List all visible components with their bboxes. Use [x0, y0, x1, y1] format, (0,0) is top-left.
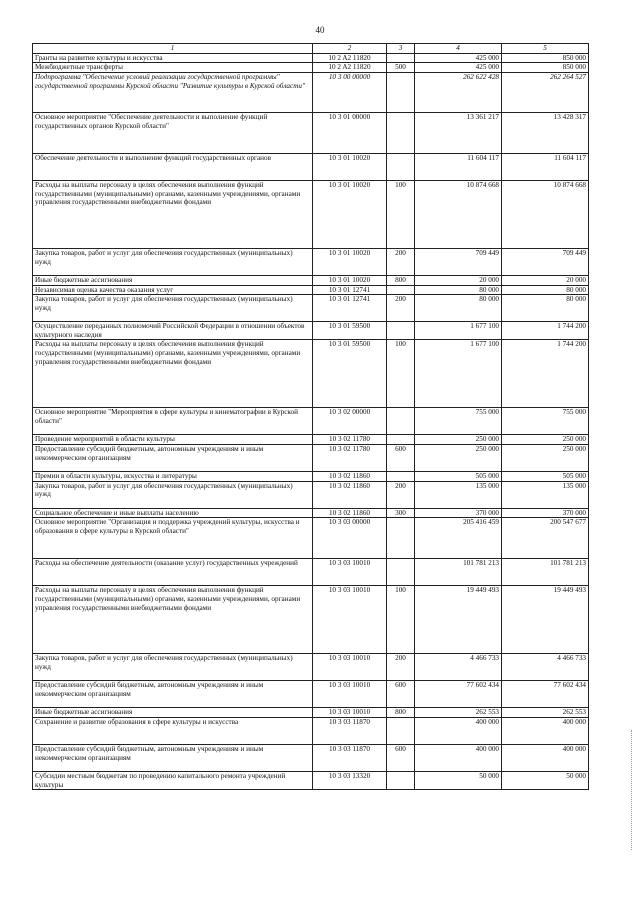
- row-name: Закупка товаров, работ и услуг для обеспечения государственных (муниципальных) нужд: [33, 248, 313, 275]
- row-name: Основное мероприятие "Мероприятия в сфере культуры и кинематографии в Курской области": [33, 408, 313, 435]
- header-col-4: 4: [415, 44, 502, 54]
- row-name: Иные бюджетные ассигнования: [33, 275, 313, 285]
- table-row: [33, 772, 589, 790]
- table-row: [33, 518, 589, 559]
- row-amount-1: 13 361 217: [415, 112, 502, 153]
- table-row: [33, 295, 589, 322]
- row-amount-1: 135 000: [415, 481, 502, 508]
- margin-marks: [631, 730, 635, 850]
- row-code: 10 3 03 11870: [313, 718, 387, 745]
- row-expense-type: [387, 53, 415, 63]
- row-code: 10 2 A2 11820: [313, 63, 387, 73]
- row-name: Закупка товаров, работ и услуг для обеспечения государственных (муниципальных) нужд: [33, 654, 313, 681]
- row-name: Независимая оценка качества оказания услуг: [33, 285, 313, 295]
- row-amount-1: 250 000: [415, 435, 502, 445]
- row-expense-type: 600: [387, 745, 415, 772]
- row-name: Закупка товаров, работ и услуг для обеспечения государственных (муниципальных) нужд: [33, 295, 313, 322]
- row-code: 10 3 01 10020: [313, 180, 387, 248]
- row-amount-2: 250 000: [502, 445, 589, 472]
- row-expense-type: [387, 112, 415, 153]
- table-row: [33, 745, 589, 772]
- row-name: Основное мероприятие "Обеспечение деятельности и выполнение функций государственных органов Курской области": [33, 112, 313, 153]
- row-code: 10 3 00 00000: [313, 72, 387, 112]
- row-expense-type: 100: [387, 180, 415, 248]
- row-amount-1: 20 000: [415, 275, 502, 285]
- row-amount-1: 101 781 213: [415, 559, 502, 586]
- row-expense-type: [387, 408, 415, 435]
- row-expense-type: 200: [387, 654, 415, 681]
- row-amount-2: 505 000: [502, 472, 589, 482]
- table-row: [33, 285, 589, 295]
- row-amount-1: 425 000: [415, 63, 502, 73]
- row-code: 10 3 01 59500: [313, 340, 387, 408]
- row-amount-2: 135 000: [502, 481, 589, 508]
- row-amount-1: 80 000: [415, 285, 502, 295]
- row-amount-1: 80 000: [415, 295, 502, 322]
- table-row: [33, 408, 589, 435]
- header-col-2: 2: [313, 44, 387, 54]
- row-amount-2: 370 000: [502, 508, 589, 518]
- row-code: 10 3 02 00000: [313, 408, 387, 435]
- row-amount-1: 425 000: [415, 53, 502, 63]
- row-amount-2: 1 744 200: [502, 340, 589, 408]
- table-row: [33, 718, 589, 745]
- row-amount-2: 262 553: [502, 708, 589, 718]
- row-amount-2: 10 874 668: [502, 180, 589, 248]
- row-expense-type: [387, 435, 415, 445]
- row-code: 10 3 01 12741: [313, 285, 387, 295]
- row-code: 10 3 01 10020: [313, 153, 387, 180]
- row-code: 10 3 02 11780: [313, 435, 387, 445]
- row-amount-2: 709 449: [502, 248, 589, 275]
- row-name: Расходы на выплаты персоналу в целях обеспечения выполнения функций государственными (муниципальными) органами, казенными учреждениями, органами управления государственными внебюджетными фондами: [33, 340, 313, 408]
- table-row: [33, 248, 589, 275]
- row-amount-1: 709 449: [415, 248, 502, 275]
- row-name: Субсидии местным бюджетам по проведению капитального ремонта учреждений культуры: [33, 772, 313, 790]
- row-expense-type: 200: [387, 481, 415, 508]
- table-row: [33, 275, 589, 285]
- row-amount-2: 13 428 317: [502, 112, 589, 153]
- row-code: 10 3 01 12741: [313, 295, 387, 322]
- row-amount-2: 850 000: [502, 63, 589, 73]
- row-code: 10 3 01 59500: [313, 322, 387, 340]
- row-name: Расходы на выплаты персоналу в целях обеспечения выполнения функций государственными (муниципальными) органами, казенными учреждениями, органами управления государственными внебюджетными фондами: [33, 180, 313, 248]
- row-amount-2: 19 449 493: [502, 586, 589, 654]
- table-row: [33, 481, 589, 508]
- row-name: Межбюджетные трансферты: [33, 63, 313, 73]
- row-code: 10 3 03 10010: [313, 654, 387, 681]
- row-amount-2: 50 000: [502, 772, 589, 790]
- row-name: Проведение мероприятий в области культуры: [33, 435, 313, 445]
- row-code: 10 3 03 10010: [313, 708, 387, 718]
- page-number: 40: [315, 25, 325, 35]
- row-code: 10 3 02 11860: [313, 508, 387, 518]
- row-name: Закупка товаров, работ и услуг для обеспечения государственных (муниципальных) нужд: [33, 481, 313, 508]
- row-amount-2: 11 604 117: [502, 153, 589, 180]
- row-expense-type: [387, 518, 415, 559]
- table-row: [33, 559, 589, 586]
- row-code: 10 3 02 11780: [313, 445, 387, 472]
- header-col-3: 3: [387, 44, 415, 54]
- table-row: [33, 472, 589, 482]
- row-expense-type: [387, 285, 415, 295]
- row-amount-1: 505 000: [415, 472, 502, 482]
- row-name: Обеспечение деятельности и выполнение функций государственных органов: [33, 153, 313, 180]
- row-amount-2: 200 547 677: [502, 518, 589, 559]
- row-amount-1: 10 874 668: [415, 180, 502, 248]
- table-row: [33, 340, 589, 408]
- row-amount-2: 400 000: [502, 745, 589, 772]
- table-row: [33, 586, 589, 654]
- row-amount-1: 1 677 100: [415, 322, 502, 340]
- row-name: Сохранение и развитие образования в сфере культуры и искусства: [33, 718, 313, 745]
- row-expense-type: [387, 322, 415, 340]
- row-expense-type: 600: [387, 681, 415, 708]
- row-amount-1: 755 000: [415, 408, 502, 435]
- budget-table: [32, 43, 589, 790]
- row-amount-1: 205 416 459: [415, 518, 502, 559]
- row-amount-2: 4 466 733: [502, 654, 589, 681]
- table-row: [33, 445, 589, 472]
- header-col-5: 5: [502, 44, 589, 54]
- row-code: 10 3 02 11860: [313, 472, 387, 482]
- row-expense-type: 200: [387, 295, 415, 322]
- row-amount-1: 11 604 117: [415, 153, 502, 180]
- row-expense-type: 800: [387, 275, 415, 285]
- table-row: [33, 681, 589, 708]
- row-amount-1: 262 553: [415, 708, 502, 718]
- table-row: [33, 112, 589, 153]
- row-amount-1: 50 000: [415, 772, 502, 790]
- row-name: Расходы на обеспечение деятельности (оказание услуг) государственных учреждений: [33, 559, 313, 586]
- row-expense-type: 100: [387, 586, 415, 654]
- row-expense-type: 300: [387, 508, 415, 518]
- table-row: [33, 708, 589, 718]
- row-expense-type: 600: [387, 445, 415, 472]
- row-amount-2: 250 000: [502, 435, 589, 445]
- header-col-1: 1: [33, 44, 313, 54]
- table-row: [33, 63, 589, 73]
- row-amount-2: 101 781 213: [502, 559, 589, 586]
- table-row: [33, 654, 589, 681]
- row-name: Подпрограмма "Обеспечение условий реализации государственной программы" государственной программы Курской области "Развитие культуры в Курской области": [33, 72, 313, 112]
- row-name: Предоставление субсидий бюджетным, автономным учреждениям и иным некоммерческим организациям: [33, 745, 313, 772]
- row-amount-1: 400 000: [415, 745, 502, 772]
- row-amount-2: 755 000: [502, 408, 589, 435]
- row-name: Основное мероприятие "Организация и поддержка учреждений культуры, искусства и образования в сфере культуры в Курской области": [33, 518, 313, 559]
- row-amount-2: 80 000: [502, 285, 589, 295]
- row-amount-2: 400 000: [502, 718, 589, 745]
- row-code: 10 3 03 13320: [313, 772, 387, 790]
- table-row: [33, 508, 589, 518]
- row-expense-type: [387, 153, 415, 180]
- row-amount-1: 1 677 100: [415, 340, 502, 408]
- row-amount-1: 4 466 733: [415, 654, 502, 681]
- row-amount-2: 850 000: [502, 53, 589, 63]
- row-expense-type: 800: [387, 708, 415, 718]
- row-expense-type: [387, 472, 415, 482]
- row-name: Социальное обеспечение и иные выплаты населению: [33, 508, 313, 518]
- row-name: Предоставление субсидий бюджетным, автономным учреждениям и иным некоммерческим организациям: [33, 681, 313, 708]
- row-name: Расходы на выплаты персоналу в целях обеспечения выполнения функций государственными (муниципальными) органами, казенными учреждениями, органами управления государственными внебюджетными фондами: [33, 586, 313, 654]
- row-name: Премии в области культуры, искусства и литературы: [33, 472, 313, 482]
- row-amount-2: 1 744 200: [502, 322, 589, 340]
- row-code: 10 3 02 11860: [313, 481, 387, 508]
- row-name: Иные бюджетные ассигнования: [33, 708, 313, 718]
- row-expense-type: 200: [387, 248, 415, 275]
- row-amount-1: 370 000: [415, 508, 502, 518]
- row-code: 10 3 03 11870: [313, 745, 387, 772]
- row-expense-type: 500: [387, 63, 415, 73]
- row-amount-1: 400 000: [415, 718, 502, 745]
- row-expense-type: [387, 718, 415, 745]
- row-code: 10 3 03 00000: [313, 518, 387, 559]
- row-amount-1: 250 000: [415, 445, 502, 472]
- row-name: Предоставление субсидий бюджетным, автономным учреждениям и иным некоммерческим организациям: [33, 445, 313, 472]
- row-expense-type: [387, 559, 415, 586]
- row-name: Осуществление переданных полномочий Российской Федерации в отношении объектов культурного наследия: [33, 322, 313, 340]
- row-code: 10 2 A2 11820: [313, 53, 387, 63]
- table-row: [33, 435, 589, 445]
- row-code: 10 3 03 10010: [313, 681, 387, 708]
- table-row: [33, 322, 589, 340]
- row-amount-2: 77 602 434: [502, 681, 589, 708]
- table-row: [33, 72, 589, 112]
- row-code: 10 3 01 10020: [313, 275, 387, 285]
- row-amount-2: 80 000: [502, 295, 589, 322]
- row-expense-type: 100: [387, 340, 415, 408]
- table-row: [33, 53, 589, 63]
- row-amount-1: 77 602 434: [415, 681, 502, 708]
- row-amount-2: 20 000: [502, 275, 589, 285]
- table-row: [33, 153, 589, 180]
- row-amount-1: 19 449 493: [415, 586, 502, 654]
- row-expense-type: [387, 772, 415, 790]
- table-row: [33, 180, 589, 248]
- row-amount-1: 262 622 428: [415, 72, 502, 112]
- row-expense-type: [387, 72, 415, 112]
- row-name: Гранты на развитие культуры и искусства: [33, 53, 313, 63]
- row-code: 10 3 03 10010: [313, 559, 387, 586]
- row-amount-2: 262 264 527: [502, 72, 589, 112]
- row-code: 10 3 03 10010: [313, 586, 387, 654]
- row-code: 10 3 01 00000: [313, 112, 387, 153]
- table-header-row: [33, 44, 589, 54]
- row-code: 10 3 01 10020: [313, 248, 387, 275]
